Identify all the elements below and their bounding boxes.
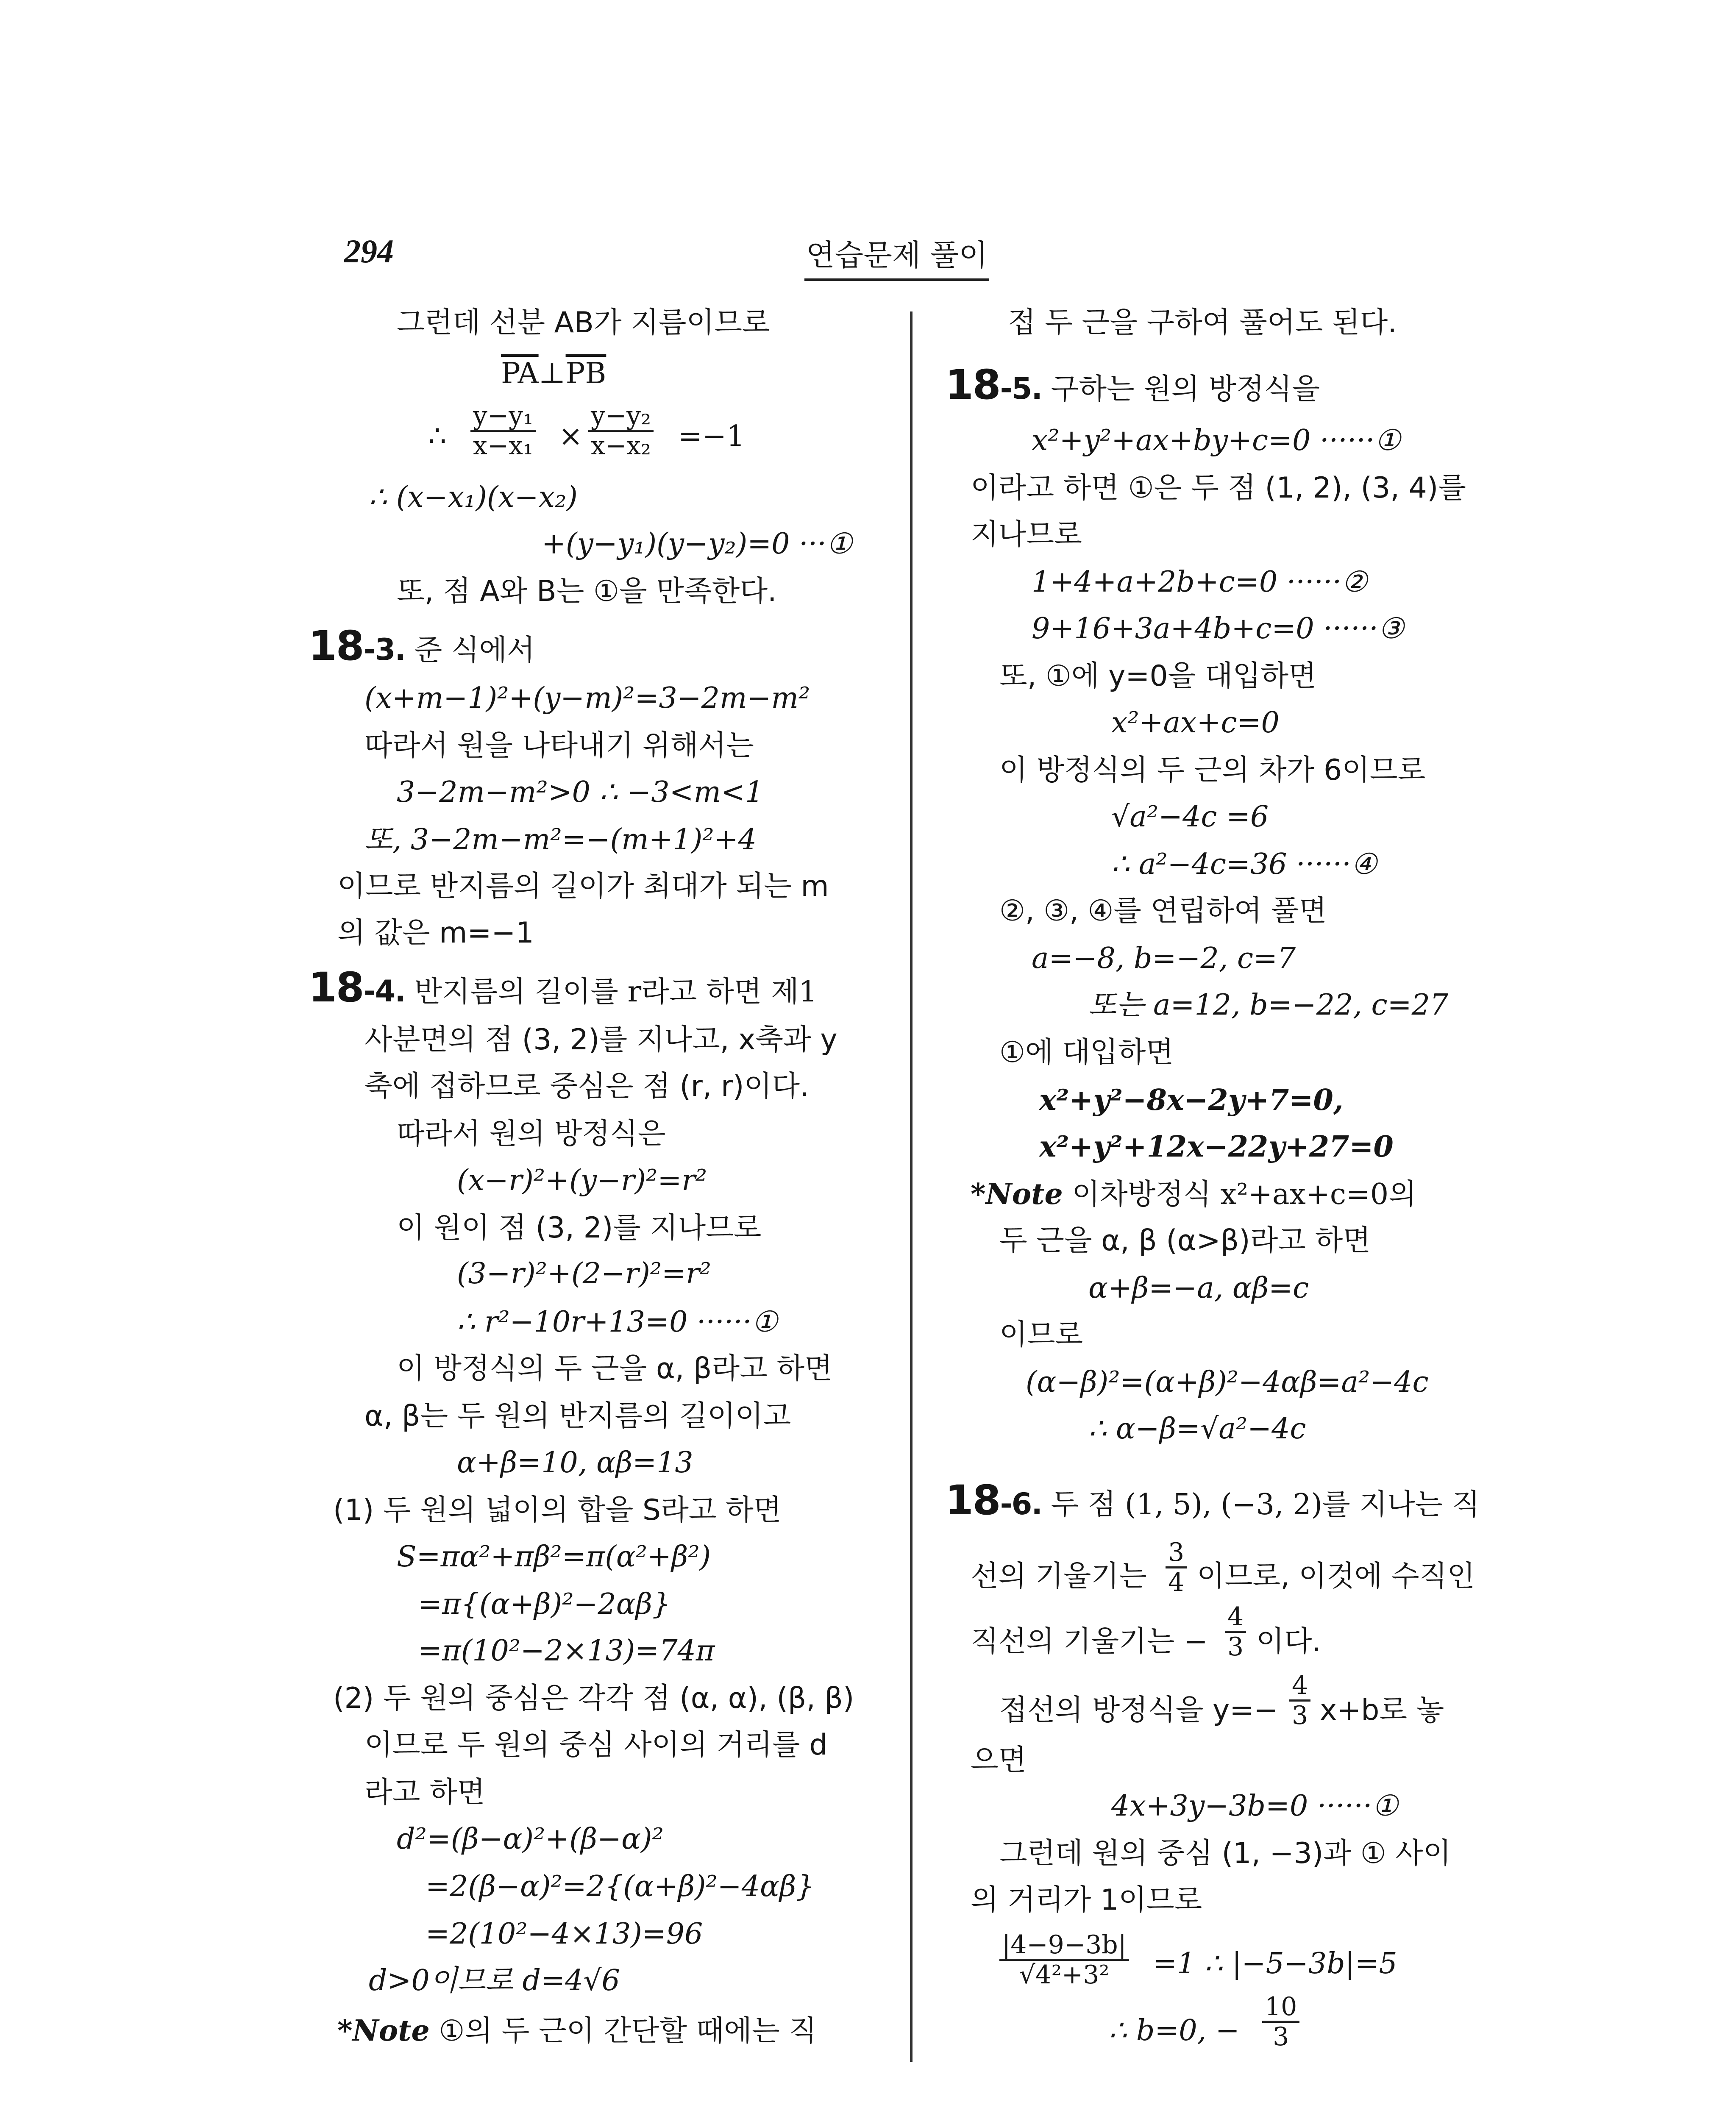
fraction-denominator: x−x₂ xyxy=(588,430,654,460)
equation-line: =1 ∴ |−5−3b|=5 xyxy=(1153,1947,1397,1980)
fraction-numerator: y−y₁ xyxy=(473,401,534,431)
times-symbol: × xyxy=(559,420,583,453)
text-line: 선의 기울기는 xyxy=(971,1560,1147,1593)
equation-line: x²+y²−8x−2y+7=0, xyxy=(1039,1083,1344,1117)
equation-line: x²+ax+c=0 xyxy=(1111,706,1280,740)
text-line: 두 근을 α, β (α>β)라고 하면 xyxy=(999,1224,1371,1257)
text-line: 으면 xyxy=(971,1744,1027,1777)
column-divider xyxy=(910,311,913,2062)
segment-pb: $\overline{PB}$ xyxy=(565,357,606,390)
equation-line: ∴ (x−x₁)(x−x₂) xyxy=(369,481,578,514)
text-line: 이라고 하면 ①은 두 점 (1, 2), (3, 4)를 xyxy=(971,471,1466,505)
fraction-denominator: 3 xyxy=(1225,1631,1246,1661)
problem-text: 구하는 원의 방정식을 xyxy=(1041,373,1320,406)
distance-fraction xyxy=(999,1931,1129,1989)
equation-line: =2(β−α)²=2{(α+β)²−4αβ} xyxy=(426,1870,815,1903)
perpendicular-statement xyxy=(501,357,606,391)
text-line: 의 값은 m=−1 xyxy=(337,916,534,950)
fraction-numerator: |4−9−3b| xyxy=(1002,1930,1127,1960)
slope-fraction-3-4 xyxy=(1166,1538,1187,1596)
text-line: 또, 점 A와 B는 ①을 만족한다. xyxy=(397,575,777,608)
problem-text: 두 점 (1, 5), (−3, 2)를 지나는 직 xyxy=(1041,1488,1480,1521)
equation-line: (α−β)²=(α+β)²−4αβ=a²−4c xyxy=(1026,1365,1429,1399)
text-line: (2) 두 원의 중심은 각각 점 (α, α), (β, β) xyxy=(333,1682,854,1715)
text-line: 이 방정식의 두 근의 차가 6이므로 xyxy=(999,754,1426,787)
text-line: 이다. xyxy=(1256,1625,1321,1658)
slope-fraction-4-3 xyxy=(1225,1603,1246,1661)
note-text: ①의 두 근이 간단할 때에는 직 xyxy=(429,2014,817,2048)
text-line: 접선의 방정식을 y=− xyxy=(999,1694,1278,1727)
equation-line: (x+m−1)²+(y−m)²=3−2m−m² xyxy=(364,681,810,715)
problem-18-4-heading xyxy=(309,964,818,1011)
slope-fraction-4-3 xyxy=(1289,1671,1310,1730)
equation-line: 3−2m−m²>0 ∴ −3<m<1 xyxy=(397,776,764,809)
problem-18-5-heading xyxy=(945,361,1320,409)
fraction-denominator: 3 xyxy=(1262,2021,1299,2051)
equation-line: =2(10²−4×13)=96 xyxy=(426,1917,703,1951)
text-line: 따라서 원을 나타내기 위해서는 xyxy=(364,729,754,762)
equation-line: d²=(β−α)²+(β−α)² xyxy=(397,1822,664,1856)
text-line: ①에 대입하면 xyxy=(999,1036,1174,1069)
equation-line: α+β=10, αβ=13 xyxy=(457,1446,693,1479)
therefore-symbol: ∴ xyxy=(428,420,447,453)
text-line: 이므로, 이것에 수직인 xyxy=(1197,1560,1475,1593)
fraction-denominator: 4 xyxy=(1166,1566,1187,1596)
text-line: 접 두 근을 구하여 풀어도 된다. xyxy=(1008,306,1397,339)
fraction-numerator: 10 xyxy=(1265,1992,1297,2022)
note-text: 이차방정식 x²+ax+c=0의 xyxy=(1063,1178,1416,1211)
equation-line: d>0이므로 d=4√6 xyxy=(369,1964,620,1997)
equation-line: ∴ r²−10r+13=0 ······① xyxy=(457,1305,778,1339)
equation-line: ∴ b=0, − xyxy=(1109,2014,1240,2047)
text-line: α, β는 두 원의 반지름의 길이이고 xyxy=(364,1399,791,1433)
text-line: 이 원이 점 (3, 2)를 지나므로 xyxy=(397,1211,762,1245)
slope-fraction-2 xyxy=(588,402,654,460)
text-line: 그런데 선분 AB가 지름이므로 xyxy=(397,306,770,339)
text-line: 이므로 xyxy=(999,1318,1083,1351)
text-line: 의 거리가 1이므로 xyxy=(971,1883,1202,1917)
text-line: 이므로 두 원의 중심 사이의 거리를 d xyxy=(364,1728,828,1762)
equation-line: S=πα²+πβ²=π(α²+β²) xyxy=(397,1540,711,1574)
note-tag: *Note xyxy=(337,2014,430,2048)
text-line: 그런데 원의 중심 (1, −3)과 ① 사이 xyxy=(999,1837,1451,1870)
text-line: ②, ③, ④를 연립하여 풀면 xyxy=(999,894,1327,928)
problem-number: 18-6. xyxy=(945,1477,1042,1524)
fraction-numerator: 4 xyxy=(1227,1602,1244,1632)
text-line: 축에 접하므로 중심은 점 (r, r)이다. xyxy=(364,1070,809,1103)
equation-line: x²+y²+ax+by+c=0 ······① xyxy=(1032,424,1401,457)
text-line: 이 방정식의 두 근을 α, β라고 하면 xyxy=(397,1352,832,1385)
equation-rhs: =−1 xyxy=(678,420,745,453)
note-line xyxy=(337,2014,817,2048)
equation-line: α+β=−a, αβ=c xyxy=(1088,1271,1309,1305)
problem-text: 준 식에서 xyxy=(405,634,535,667)
problem-number: 18-3. xyxy=(309,622,405,670)
fraction-denominator: 3 xyxy=(1289,1699,1310,1730)
fraction-denominator: x−x₁ xyxy=(470,430,536,460)
running-title: 연습문제 풀이 xyxy=(804,231,989,281)
problem-number: 18-5. xyxy=(945,361,1042,409)
equation-line: ∴ α−β=√a²−4c xyxy=(1088,1412,1306,1446)
fraction-denominator: √4²+3² xyxy=(999,1959,1129,1989)
equation-line: 또, 3−2m−m²=−(m+1)²+4 xyxy=(364,823,757,856)
page-number: 294 xyxy=(344,233,394,270)
equation-line: ∴ a²−4c=36 ······④ xyxy=(1111,848,1377,881)
equation-line: =π(10²−2×13)=74π xyxy=(418,1634,715,1668)
equation-line: =π{(α+β)²−2αβ} xyxy=(418,1588,671,1621)
problem-text: 반지름의 길이를 r라고 하면 제1 xyxy=(405,975,818,1009)
fraction-numerator: 3 xyxy=(1168,1538,1185,1567)
text-line: x+b로 놓 xyxy=(1320,1694,1444,1727)
equation-line: (3−r)²+(2−r)²=r² xyxy=(457,1257,711,1290)
text-line: 따라서 원의 방정식은 xyxy=(397,1117,666,1151)
equation-line: a=−8, b=−2, c=7 xyxy=(1032,942,1296,975)
fraction-numerator: y−y₂ xyxy=(591,401,651,431)
text-line: 또, ①에 y=0을 대입하면 xyxy=(999,659,1316,693)
answer-fraction xyxy=(1262,1993,1299,2051)
text-line: 사분면의 점 (3, 2)를 지나고, x축과 y xyxy=(364,1023,837,1057)
perp-symbol: ⊥ xyxy=(538,357,566,390)
problem-18-6-heading xyxy=(945,1477,1480,1524)
equation-line: +(y−y₁)(y−y₂)=0 ···① xyxy=(542,527,852,561)
equation-line: 1+4+a+2b+c=0 ······② xyxy=(1032,565,1368,599)
text-line: 라고 하면 xyxy=(364,1776,485,1809)
problem-18-3-heading xyxy=(309,622,535,670)
segment-pa: $\overline{PA}$ xyxy=(501,357,539,390)
equation-line: (x−r)²+(y−r)²=r² xyxy=(457,1164,707,1197)
text-line: 지나므로 xyxy=(971,518,1082,551)
note-tag: *Note xyxy=(971,1177,1063,1211)
note-line xyxy=(971,1177,1416,1212)
slope-fraction-1 xyxy=(470,402,536,460)
fraction-numerator: 4 xyxy=(1292,1671,1308,1700)
text-line: 이므로 반지름의 길이가 최대가 되는 m xyxy=(337,870,829,903)
text-line: 직선의 기울기는 − xyxy=(971,1625,1208,1658)
equation-line: x²+y²+12x−22y+27=0 xyxy=(1039,1130,1394,1164)
equation-line: 9+16+3a+4b+c=0 ······③ xyxy=(1032,612,1404,645)
equation-line: 4x+3y−3b=0 ······① xyxy=(1111,1789,1398,1823)
equation-line: √a²−4c =6 xyxy=(1111,800,1269,834)
equation-line: 또는 a=12, b=−22, c=27 xyxy=(1088,988,1449,1022)
text-line: (1) 두 원의 넓이의 합을 S라고 하면 xyxy=(333,1493,782,1527)
problem-number: 18-4. xyxy=(309,964,405,1011)
